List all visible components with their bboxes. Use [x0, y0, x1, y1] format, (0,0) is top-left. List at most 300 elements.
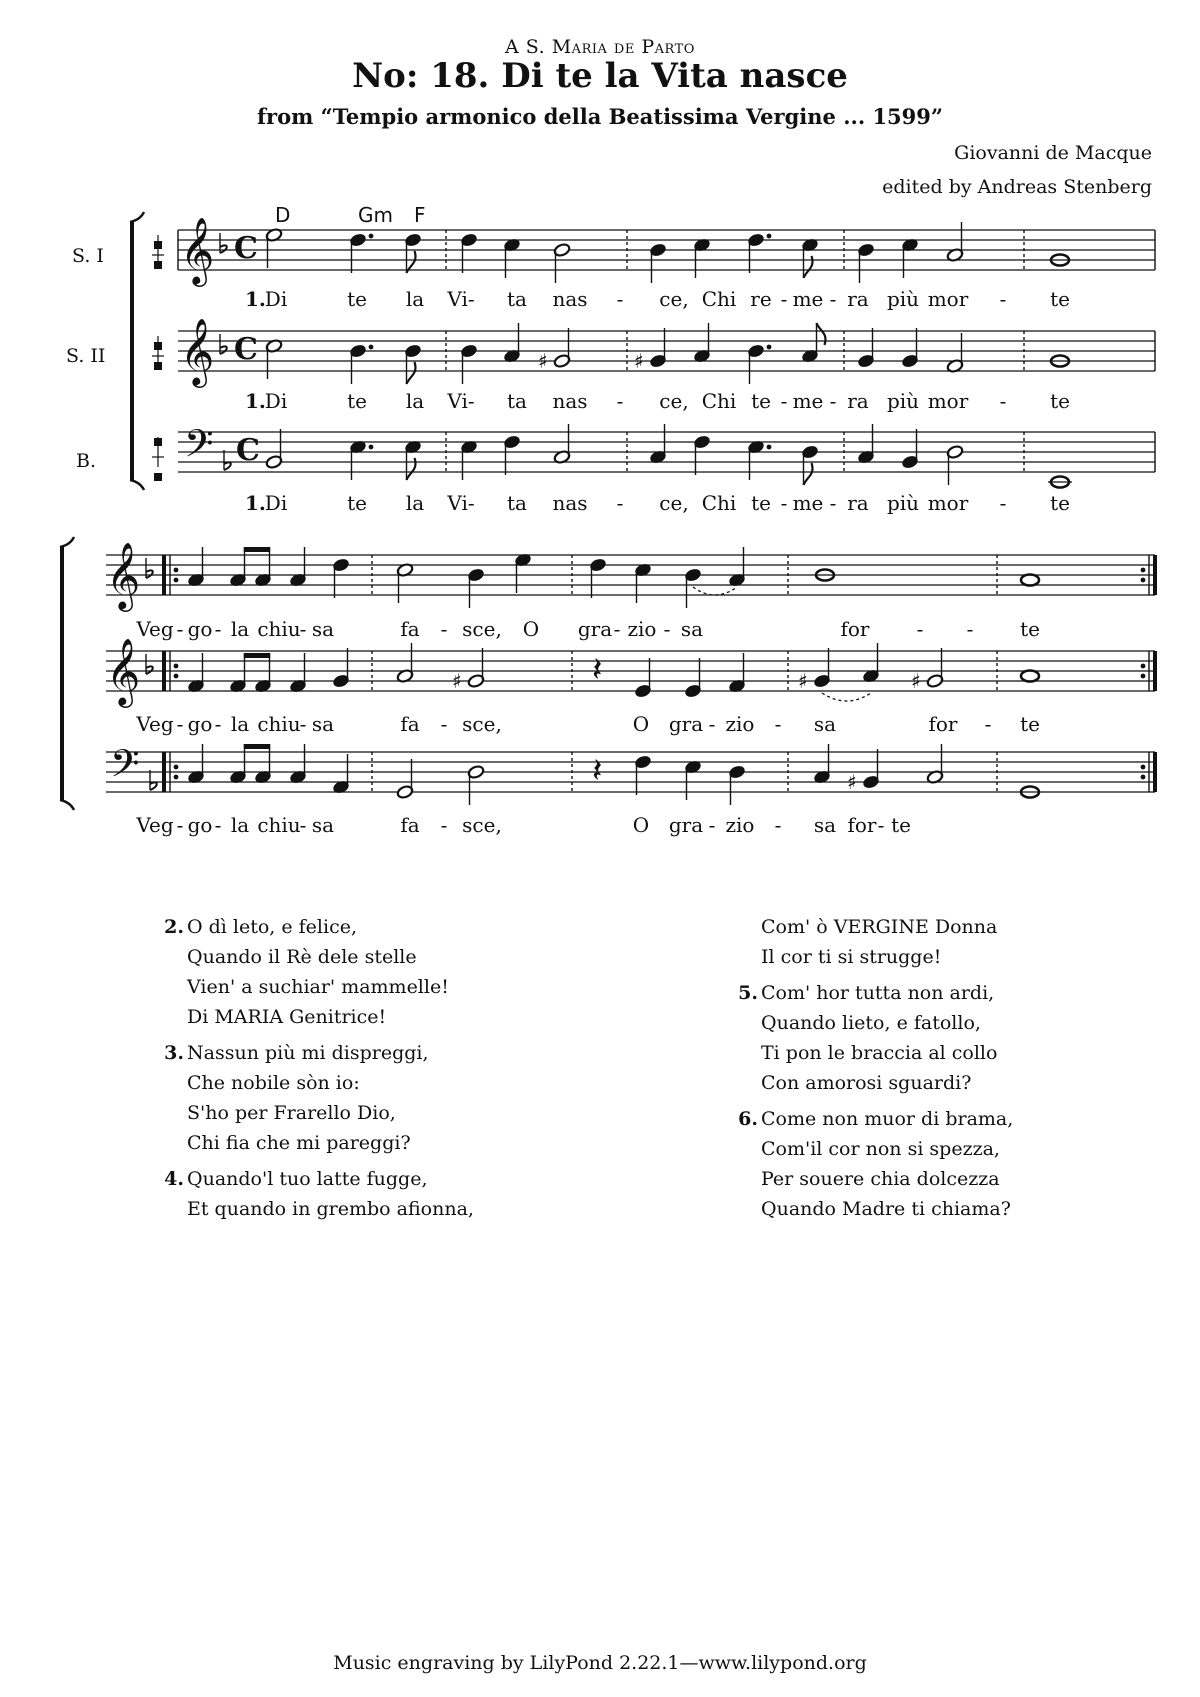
- quarter-note: [187, 547, 205, 587]
- eighth-note: [254, 744, 272, 784]
- lyric-syllable: ce,: [659, 389, 689, 413]
- lyric-hyphen: -: [829, 491, 837, 515]
- lyric-syllable: ta: [507, 287, 527, 311]
- common-time-icon: C: [234, 231, 258, 266]
- note-flag: [804, 256, 813, 278]
- flat-bowl: [224, 462, 231, 470]
- lyric-syllable: sa: [311, 617, 335, 641]
- note-dot: [369, 445, 374, 450]
- half-note: [553, 424, 571, 464]
- quarter-note: [901, 238, 919, 278]
- instrument-name: S. II: [66, 345, 106, 367]
- quarter-note: [634, 755, 652, 795]
- verse-stanza: [160, 1038, 474, 1158]
- verse-text: Nassun più mi dispreggi,: [187, 1042, 429, 1064]
- lyric-hyphen: -: [999, 287, 1007, 311]
- repeat-dot: [1141, 664, 1146, 669]
- half-note: [265, 339, 283, 379]
- lyric-syllable: zio: [725, 813, 755, 837]
- verse-line: [734, 978, 1013, 1008]
- lyric-syllable: la: [230, 617, 250, 641]
- verse-number: 6.: [738, 1108, 758, 1130]
- lyric-syllable: te: [347, 287, 367, 311]
- lyric-hyphen: -: [780, 389, 788, 413]
- bracket-hook: [130, 212, 144, 222]
- quarter-note: [460, 344, 478, 384]
- quarter-note: [289, 653, 307, 693]
- sharp-icon: ♯: [911, 669, 921, 693]
- half-note: [553, 243, 571, 283]
- bracket-hook: [60, 537, 74, 547]
- lyric-syllable: sa: [311, 712, 335, 736]
- flat-icon: [224, 450, 231, 470]
- lyric-syllable: go: [187, 813, 213, 837]
- lyric-syllable: ta: [507, 491, 527, 515]
- lyric-hyphen: -: [214, 712, 222, 736]
- lyric-syllable: O: [522, 617, 540, 641]
- lyric-hyphen: -: [176, 712, 184, 736]
- lyric-syllable: ra: [847, 491, 869, 515]
- lyric-syllable: sa: [311, 813, 335, 837]
- chord-symbol: D: [275, 203, 291, 227]
- bass-clef-icon: 𝄢: [184, 421, 214, 475]
- footer-credit: Music engraving by LilyPond 2.22.1—www.lilypond.org: [333, 1652, 867, 1674]
- verse-stanza: [734, 978, 1013, 1098]
- eighth-note: [801, 323, 825, 363]
- lyric-hyphen: -: [916, 617, 924, 641]
- half-note: [265, 429, 283, 469]
- note-flag: [407, 458, 416, 480]
- lyric-syllable: Chi: [701, 287, 737, 311]
- quarter-note: [289, 547, 307, 587]
- composer: Giovanni de Macque: [954, 142, 1152, 164]
- lyric-hyphen: -: [613, 617, 621, 641]
- quarter-note: [747, 344, 771, 384]
- repeat-dot: [1141, 568, 1146, 573]
- quarter-note: [728, 653, 746, 693]
- quarter-note: [514, 553, 532, 593]
- repeat-dot: [174, 664, 179, 669]
- quarter-note: [857, 424, 875, 464]
- lyric-syllable: te: [1050, 389, 1070, 413]
- quarter-note: [813, 744, 831, 784]
- lyric-hyphen: -: [616, 287, 624, 311]
- quarter-note: [460, 233, 478, 273]
- lyric-syllable: me: [792, 389, 824, 413]
- lyric-syllable: te: [751, 389, 771, 413]
- whole-note: [1021, 671, 1039, 682]
- ancient-clef-icon: [152, 437, 164, 481]
- lyric-hyphen: -: [299, 813, 307, 837]
- quarter-note: [857, 328, 875, 368]
- verse-number: 1.: [245, 491, 266, 515]
- lyric-syllable: gra: [668, 712, 704, 736]
- lyric-syllable: mor: [927, 287, 969, 311]
- verses-left-column: [160, 912, 474, 1230]
- quarter-note: [649, 243, 667, 283]
- quarter-note: [649, 424, 667, 464]
- lyric-hyphen: -: [966, 617, 974, 641]
- lyric-syllable: for: [840, 617, 870, 641]
- quarter-note: [862, 643, 880, 683]
- eighth-note: [801, 238, 819, 278]
- quarter-note: [747, 440, 771, 480]
- dedication: A S. Maria de Parto: [505, 36, 695, 58]
- lyric-hyphen: -: [299, 617, 307, 641]
- sharp-icon: ♯: [452, 669, 462, 693]
- flat-icon: [150, 770, 157, 790]
- common-time-icon: C: [236, 433, 260, 468]
- lyric-hyphen: -: [616, 491, 624, 515]
- quarter-note: [332, 648, 350, 688]
- verse-stanza: [160, 912, 474, 1032]
- lyric-syllable: ta: [507, 389, 527, 413]
- sharp-icon: ♯: [798, 669, 808, 693]
- eighth-note: [404, 440, 422, 480]
- verse-line: [160, 1068, 474, 1098]
- lyric-syllable: ce,: [659, 287, 689, 311]
- clef-note: [154, 473, 162, 481]
- quarter-note: [901, 429, 919, 469]
- lyric-syllable: Di: [264, 287, 288, 311]
- verse-text: O dì leto, e felice,: [187, 916, 358, 938]
- half-note: [946, 333, 964, 373]
- lyric-hyphen: -: [214, 813, 222, 837]
- lyric-syllable: Di: [264, 389, 288, 413]
- repeat-dot: [174, 578, 179, 583]
- quarter-note: [503, 435, 521, 475]
- eighth-note: [254, 547, 272, 587]
- verse-line: [160, 1128, 474, 1158]
- quarter-note: [349, 233, 373, 273]
- note-beam: [244, 744, 270, 749]
- lyric-syllable: mor: [927, 491, 969, 515]
- quarter-note: [728, 547, 746, 587]
- bracket-hook: [60, 800, 74, 810]
- lyric-hyphen: -: [780, 287, 788, 311]
- quarter-note: [332, 754, 350, 794]
- quarter-rest-icon: 𝄽: [592, 751, 603, 791]
- lyric-syllable: la: [230, 813, 250, 837]
- quarter-note: [857, 243, 875, 283]
- treble-clef-icon: 𝄞: [180, 317, 215, 385]
- lyric-syllable: te: [891, 813, 911, 837]
- verse-text: Come non muor di brama,: [761, 1108, 1014, 1130]
- bass-clef-icon: 𝄢: [110, 741, 140, 795]
- lyric-hyphen: -: [999, 491, 1007, 515]
- verse-line: [734, 1164, 1013, 1194]
- flat-bowl: [146, 666, 153, 674]
- quarter-note: [349, 344, 373, 384]
- verse-stanza: [734, 912, 1013, 972]
- lyric-syllable: sa: [680, 617, 704, 641]
- note-dot: [369, 234, 374, 239]
- chord-symbol: F: [414, 203, 426, 227]
- lyric-hyphen: -: [663, 617, 671, 641]
- sharp-icon: ♯: [538, 349, 548, 373]
- lyric-syllable: Di: [264, 491, 288, 515]
- note-dot: [767, 345, 772, 350]
- quarter-note: [747, 233, 771, 273]
- verse-line: [734, 1104, 1013, 1134]
- lyric-hyphen: -: [999, 389, 1007, 413]
- verse-line: [160, 972, 474, 1002]
- quarter-note: [467, 568, 485, 608]
- quarter-note: [684, 760, 702, 800]
- note-beam: [244, 653, 270, 658]
- lyric-syllable: Chi: [701, 389, 737, 413]
- flat-bowl: [220, 245, 227, 253]
- verse-line: [734, 912, 1013, 942]
- quarter-note: [684, 658, 702, 698]
- lyric-syllable: fa: [400, 712, 420, 736]
- eighth-note: [801, 445, 819, 485]
- verse-text: Com'il cor non si spezza,: [761, 1138, 1000, 1160]
- repeat-dot: [174, 775, 179, 780]
- lyric-syllable: me: [792, 491, 824, 515]
- quarter-note: [634, 563, 652, 603]
- lyric-syllable: Vi-: [447, 389, 475, 413]
- quarter-rest-icon: 𝄽: [592, 650, 603, 690]
- arranger: edited by Andreas Stenberg: [882, 176, 1152, 198]
- lyric-hyphen: -: [877, 813, 885, 837]
- verse-line: [160, 1194, 474, 1224]
- half-note: [396, 563, 414, 603]
- notehead: [1021, 575, 1039, 586]
- common-time-icon: C: [234, 332, 258, 367]
- lyric-syllable: più: [886, 287, 920, 311]
- verse-text: Ti pon le braccia al collo: [761, 1042, 998, 1064]
- lyric-hyphen: -: [708, 712, 716, 736]
- clef-note: [154, 438, 162, 446]
- lyric-hyphen: -: [774, 813, 782, 837]
- lyric-hyphen: -: [708, 813, 716, 837]
- subtitle: from “Tempio armonico della Beatissima Vergine ... 1599”: [257, 104, 943, 129]
- treble-clef-icon: 𝄞: [106, 637, 141, 705]
- clef-note: [154, 362, 162, 370]
- verse-text: Quando il Rè dele stelle: [187, 946, 417, 968]
- lyric-syllable: Chi: [701, 491, 737, 515]
- lyric-syllable: me: [792, 287, 824, 311]
- lyric-syllable: go: [187, 617, 213, 641]
- phrasing-slur: [822, 693, 871, 701]
- lyric-hyphen: -: [780, 491, 788, 515]
- lyric-syllable: sce,: [462, 712, 502, 736]
- note-flag: [407, 362, 416, 384]
- lyric-syllable: O: [632, 813, 650, 837]
- lyric-hyphen: -: [299, 712, 307, 736]
- quarter-note: [503, 323, 521, 363]
- lyric-syllable: più: [886, 389, 920, 413]
- clef-note: [154, 342, 162, 350]
- verse-text: Di MARIA Genitrice!: [187, 1006, 387, 1028]
- eighth-note: [404, 233, 422, 273]
- page-title: No: 18. Di te la Vita nasce: [352, 56, 848, 96]
- lyric-syllable: fa: [400, 617, 420, 641]
- lyric-syllable: nas: [552, 491, 588, 515]
- verse-text: Con amorosi sguardi?: [761, 1072, 972, 1094]
- half-note: [396, 759, 414, 799]
- lyric-syllable: fa: [400, 813, 420, 837]
- verse-line: [160, 1038, 474, 1068]
- verse-line: [160, 1098, 474, 1128]
- half-note: [926, 744, 944, 784]
- lyric-syllable: Veg: [136, 712, 174, 736]
- lyric-syllable: chiu: [257, 813, 301, 837]
- note-dot: [369, 345, 374, 350]
- bracket-hook: [130, 480, 144, 490]
- verse-text: Quando lieto, e fatollo,: [761, 1012, 981, 1034]
- verse-number: 2.: [164, 916, 184, 938]
- lyric-syllable: O: [632, 712, 650, 736]
- lyric-syllable: te: [1050, 287, 1070, 311]
- repeat-dot: [1141, 674, 1146, 679]
- repeat-dot: [1141, 775, 1146, 780]
- notehead: [1021, 671, 1039, 682]
- verse-text: Vien' a suchiar' mammelle!: [187, 976, 449, 998]
- quarter-note: [634, 658, 652, 698]
- treble-clef-icon: 𝄞: [180, 216, 215, 284]
- half-note: [265, 228, 283, 268]
- verse-text: Quando Madre ti chiama?: [761, 1198, 1011, 1220]
- lyric-hyphen: -: [616, 389, 624, 413]
- repeat-dot: [174, 765, 179, 770]
- lyric-syllable: sce,: [462, 617, 502, 641]
- quarter-note: [728, 765, 746, 805]
- verse-number: 3.: [164, 1042, 184, 1064]
- quarter-note: [693, 435, 711, 475]
- lyric-syllable: for: [847, 813, 877, 837]
- verse-line: [734, 1008, 1013, 1038]
- quarter-note: [503, 238, 521, 278]
- quarter-note: [289, 744, 307, 784]
- verse-line: [734, 1194, 1013, 1224]
- lyric-syllable: re: [750, 287, 772, 311]
- lyric-syllable: mor: [927, 389, 969, 413]
- chord-symbol: Gm: [358, 203, 393, 227]
- lyric-syllable: la: [405, 491, 425, 515]
- quarter-note: [349, 440, 373, 480]
- lyric-hyphen: -: [984, 712, 992, 736]
- lyric-hyphen: -: [214, 617, 222, 641]
- verse-number: 1.: [245, 287, 266, 311]
- lyric-syllable: te: [1020, 617, 1040, 641]
- lyric-syllable: te: [1020, 712, 1040, 736]
- verse-stanza: [734, 1104, 1013, 1224]
- repeat-dot: [1141, 578, 1146, 583]
- instrument-name: B.: [76, 450, 97, 472]
- lyric-syllable: sce,: [462, 813, 502, 837]
- quarter-note: [589, 558, 607, 598]
- verse-text: S'ho per Frarello Dio,: [187, 1102, 396, 1124]
- quarter-note: [901, 328, 919, 368]
- quarter-note: [187, 653, 205, 693]
- verse-line: [160, 912, 474, 942]
- verse-text: Il cor ti si strugge!: [761, 946, 942, 968]
- sharp-icon: ♯: [847, 770, 857, 794]
- note-flag: [817, 323, 826, 345]
- verse-text: Com' ò VERGINE Donna: [761, 916, 998, 938]
- verse-line: [734, 1038, 1013, 1068]
- lyric-syllable: go: [187, 712, 213, 736]
- verse-line: [734, 942, 1013, 972]
- lyric-syllable: sa: [813, 813, 837, 837]
- verse-line: [734, 1068, 1013, 1098]
- half-note: [946, 222, 964, 262]
- treble-clef-icon: 𝄞: [106, 541, 141, 609]
- lyric-hyphen: -: [176, 813, 184, 837]
- quarter-note: [693, 238, 711, 278]
- lyric-syllable: gra: [668, 813, 704, 837]
- half-note: [467, 765, 485, 805]
- verse-text: Com' hor tutta non ardi,: [761, 982, 995, 1004]
- half-note: [396, 643, 414, 683]
- note-beam: [244, 547, 270, 552]
- flat-bowl: [150, 782, 157, 790]
- quarter-note: [460, 440, 478, 480]
- verse-number: 5.: [738, 982, 758, 1004]
- clef-note: [154, 241, 162, 249]
- half-note: [946, 445, 964, 485]
- whole-note: [1021, 575, 1039, 586]
- lyric-syllable: ra: [847, 389, 869, 413]
- eighth-note: [229, 653, 247, 693]
- verse-line: [734, 1134, 1013, 1164]
- lyric-syllable: te: [1050, 491, 1070, 515]
- quarter-note: [332, 558, 350, 598]
- verse-text: Che nobile sòn io:: [187, 1072, 360, 1094]
- eighth-note: [229, 744, 247, 784]
- lyric-syllable: la: [230, 712, 250, 736]
- verse-line: [160, 942, 474, 972]
- lyric-syllable: nas: [552, 389, 588, 413]
- lyric-syllable: la: [405, 389, 425, 413]
- lyric-hyphen: -: [774, 712, 782, 736]
- verse-line: [160, 1002, 474, 1032]
- lyric-hyphen: -: [440, 617, 448, 641]
- phrasing-slur: [693, 587, 737, 595]
- note-dot: [767, 445, 772, 450]
- lyric-hyphen: -: [440, 712, 448, 736]
- lyric-syllable: Veg: [136, 617, 174, 641]
- flat-bowl: [220, 346, 227, 354]
- repeat-dot: [174, 568, 179, 573]
- lyric-syllable: gra: [577, 617, 613, 641]
- verse-number: 4.: [164, 1168, 184, 1190]
- lyric-syllable: zio: [725, 712, 755, 736]
- lyric-hyphen: -: [829, 389, 837, 413]
- quarter-note: [187, 744, 205, 784]
- lyric-syllable: ra: [847, 287, 869, 311]
- lyric-syllable: la: [405, 287, 425, 311]
- ancient-clef-icon: [152, 336, 164, 370]
- sharp-icon: ♯: [634, 349, 644, 373]
- lyric-syllable: Vi-: [447, 287, 475, 311]
- lyric-syllable: Vi-: [447, 491, 475, 515]
- lyric-syllable: te: [347, 389, 367, 413]
- lyric-syllable: Veg: [136, 813, 174, 837]
- verses-right-column: [734, 912, 1013, 1230]
- ancient-clef-icon: [152, 235, 164, 269]
- lyric-syllable: te: [751, 491, 771, 515]
- verse-line: [160, 1164, 474, 1194]
- lyric-hyphen: -: [440, 813, 448, 837]
- lyric-syllable: più: [886, 491, 920, 515]
- eighth-note: [229, 547, 247, 587]
- repeat-dot: [174, 674, 179, 679]
- lyric-syllable: ce,: [659, 491, 689, 515]
- eighth-note: [404, 344, 422, 384]
